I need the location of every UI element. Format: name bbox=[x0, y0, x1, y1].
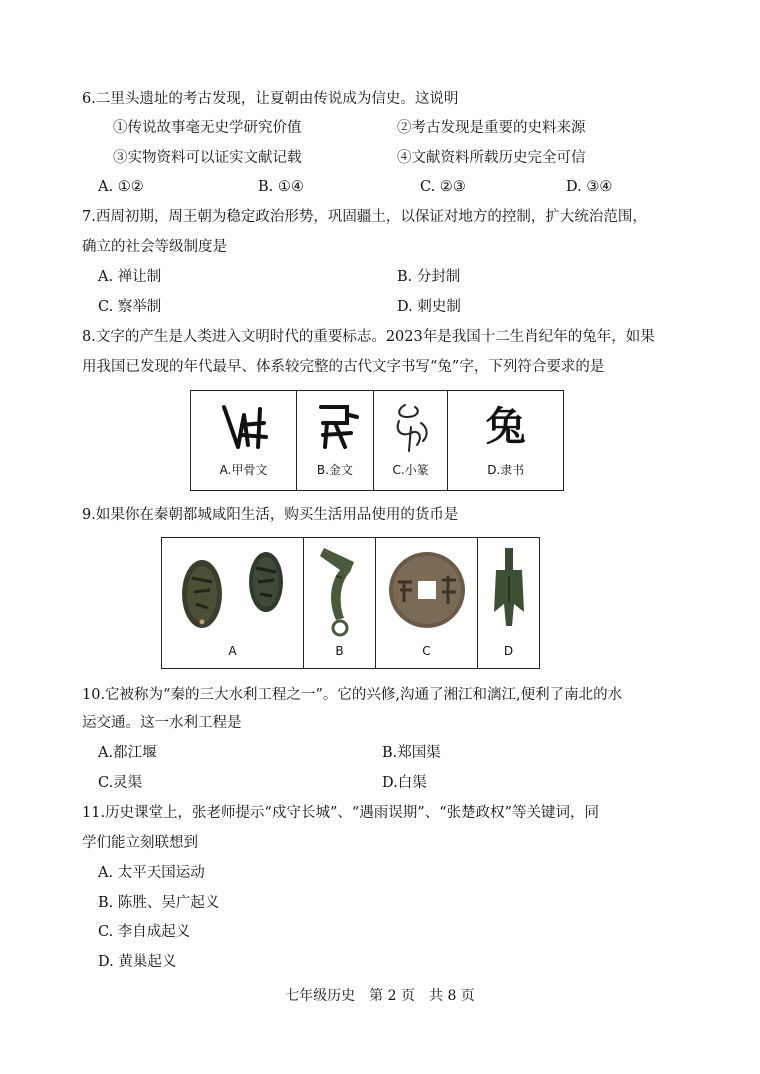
bronze-rabbit-glyph bbox=[305, 397, 365, 457]
caption-clerical: D.隶书 bbox=[487, 463, 525, 477]
q7-option-d: D. 刺史制 bbox=[397, 299, 461, 315]
rabbit-glyph-table bbox=[190, 390, 564, 491]
q11-stem-line1: 11.历史课堂上，张老师提示“戍守长城”、“遇雨误期”、“张楚政权”等关键词，同 bbox=[82, 805, 600, 821]
q10-option-a: A.都江堰 bbox=[98, 745, 157, 761]
caption-c: C bbox=[422, 644, 431, 658]
currency-cell-a bbox=[162, 538, 304, 669]
q7-option-c: C. 察举制 bbox=[98, 299, 162, 315]
q8-stem-line2: 用我国已发现的年代最早、体系较完整的古代文字书写“兔”字，下列符合要求的是 bbox=[82, 359, 605, 375]
caption-bronze: B.金文 bbox=[316, 463, 353, 477]
glyph-cell-oracle bbox=[191, 391, 297, 491]
clerical-rabbit-glyph: 兔 bbox=[485, 403, 526, 450]
q10-stem-line1: 10.它被称为“秦的三大水利工程之一”。它的兴修,沟通了湘江和漓江,便利了南北的水 bbox=[82, 687, 623, 703]
q10-stem-line2: 运交通。这一水利工程是 bbox=[82, 715, 242, 731]
spade-coin-image bbox=[484, 542, 534, 642]
q6-option-b: B. ①④ bbox=[258, 179, 304, 195]
q6-option-d: D. ③④ bbox=[566, 179, 613, 195]
currency-cell-d bbox=[478, 538, 540, 669]
glyph-cell-bronze bbox=[297, 391, 374, 491]
q10-option-b: B.郑国渠 bbox=[382, 745, 441, 761]
q10-option-d: D.白渠 bbox=[382, 775, 427, 791]
q11-stem-line2: 学们能立刻联想到 bbox=[82, 835, 198, 851]
glyph-cell-seal bbox=[373, 391, 448, 491]
currency-table bbox=[161, 537, 540, 669]
caption-oracle: A.甲骨文 bbox=[219, 463, 268, 477]
banliang-coin-image bbox=[382, 542, 472, 642]
q6-item-1: ①传说故事毫无史学研究价值 bbox=[113, 120, 302, 136]
ant-nose-coin-image bbox=[168, 542, 298, 642]
currency-cell-b bbox=[304, 538, 376, 669]
caption-d: D bbox=[503, 644, 514, 658]
caption-a: A bbox=[228, 644, 237, 658]
q6-stem: 6.二里头遗址的考古发现，让夏朝由传说成为信史。这说明 bbox=[82, 91, 459, 107]
currency-cell-c bbox=[376, 538, 478, 669]
q7-stem-line1: 7.西周初期，周王朝为稳定政治形势，巩固疆土，以保证对地方的控制，扩大统治范围， bbox=[82, 209, 647, 225]
q11-option-b: B. 陈胜、吴广起义 bbox=[98, 895, 220, 911]
q10-option-c: C.灵渠 bbox=[98, 775, 143, 791]
q11-option-a: A. 太平天国运动 bbox=[98, 865, 205, 881]
q6-item-4: ④文献资料所载历史完全可信 bbox=[397, 150, 586, 166]
q6-item-2: ②考古发现是重要的史料来源 bbox=[397, 120, 586, 136]
q11-option-d: D. 黄巢起义 bbox=[98, 954, 177, 970]
knife-coin-image bbox=[310, 542, 370, 642]
q11-option-c: C. 李自成起义 bbox=[98, 924, 191, 940]
q6-option-c: C. ②③ bbox=[420, 179, 466, 195]
glyph-cell-clerical bbox=[448, 391, 564, 491]
q7-option-a: A. 禅让制 bbox=[98, 269, 162, 285]
page-footer: 七年级历史 第 2 页 共 8 页 bbox=[285, 988, 475, 1004]
q6-option-a: A. ①② bbox=[98, 179, 144, 195]
q8-stem-line1: 8.文字的产生是人类进入文明时代的重要标志。2023年是我国十二生肖纪年的兔年，如果 bbox=[82, 329, 655, 345]
caption-b: B bbox=[335, 644, 344, 658]
q9-stem: 9.如果你在秦朝都城咸阳生活，购买生活用品使用的货币是 bbox=[82, 507, 459, 523]
seal-rabbit-glyph bbox=[381, 397, 441, 457]
caption-seal: C.小篆 bbox=[392, 463, 429, 477]
q7-option-b: B. 分封制 bbox=[397, 269, 461, 285]
oracle-bone-rabbit-glyph bbox=[214, 397, 274, 457]
q7-stem-line2: 确立的社会等级制度是 bbox=[82, 239, 227, 255]
q6-item-3: ③实物资料可以证实文献记载 bbox=[113, 150, 302, 166]
